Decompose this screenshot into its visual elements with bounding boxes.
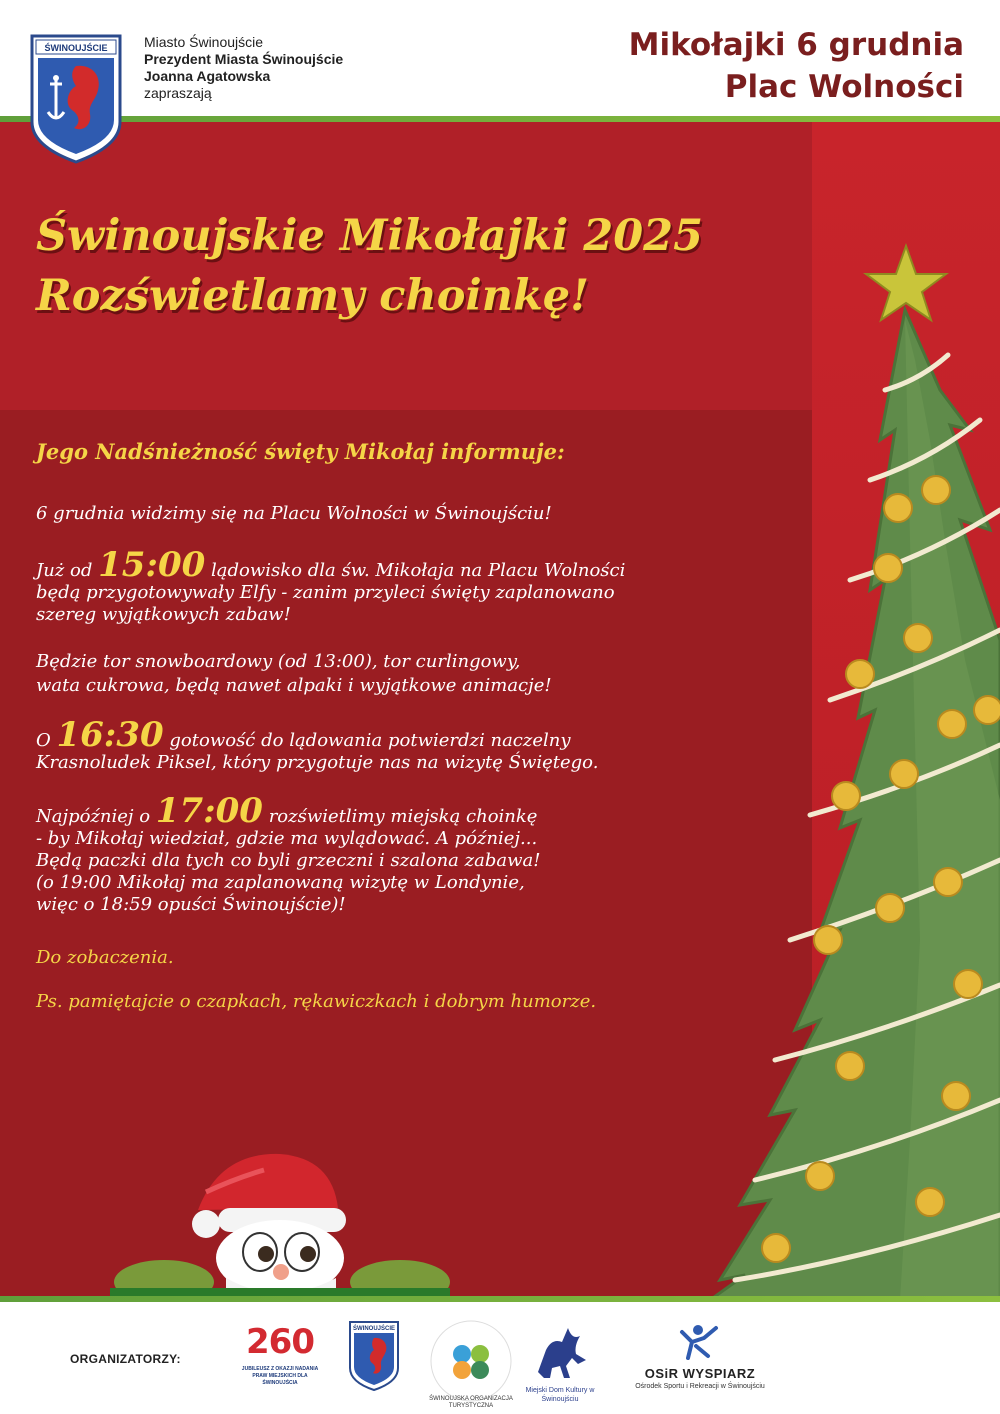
event-date: Mikołajki 6 grudnia: [628, 27, 964, 63]
p3-line2: wata cukrowa, będą nawet alpaki i wyjątkowe animacje!: [36, 675, 552, 696]
logo-mdk: [510, 1320, 610, 1404]
logo-osir-name: OSiR WYSPIARZ: [644, 1366, 756, 1381]
p4-rest2: Krasnoludek Piksel, który przygotuje nas na wizytę Świętego.: [36, 752, 599, 773]
organizers-label: ORGANIZATORZY:: [70, 1352, 181, 1366]
paragraph-date: 6 grudnia widzimy się na Placu Wolności w Świnoujściu!: [36, 503, 552, 524]
p2-rest3: szereg wyjątkowych zabaw!: [36, 604, 291, 625]
logo-sot-text: ŚWINOUJSKA ORGANIZACJA TURYSTYCZNA: [429, 1396, 513, 1409]
p5-rest2: - by Mikołaj wiedział, gdzie ma wylądować. A później...: [36, 828, 538, 849]
logo-260-anniversary: [240, 1322, 320, 1406]
logo-260-caption: JUBILEUSZ Z OKAZJI NADANIA PRAW MIEJSKICH DLA ŚWINOUJŚCIA: [241, 1366, 319, 1386]
p4-rest1: gotowość do lądowania potwierdzi naczelny: [163, 730, 571, 751]
ps-text: Ps. pamiętajcie o czapkach, rękawiczkach i dobrym humorze.: [36, 991, 597, 1012]
svg-text:ŚWINOUJŚCIE: ŚWINOUJŚCIE: [44, 43, 108, 53]
inviter-office: Prezydent Miasta Świnoujście: [144, 51, 344, 67]
lead-heading: Jego Nadśnieżność święty Mikołaj informuje:: [36, 439, 565, 464]
paragraph-1630: [36, 715, 676, 774]
event-date-place: [629, 24, 964, 108]
time-1700: 17:00: [155, 791, 263, 831]
p2-rest1: lądowisko dla św. Mikołaja na Placu Wolności: [205, 560, 626, 581]
paragraph-1700: [36, 791, 676, 916]
p4-pre: O: [36, 730, 57, 751]
city-crest-icon: [28, 34, 124, 164]
christmas-tree-illustration: [700, 240, 1000, 1300]
paragraph-1500: [36, 545, 676, 626]
athlete-icon: [630, 1322, 770, 1362]
p5-rest5: więc o 18:59 opuści Świnoujście)!: [36, 894, 346, 915]
inviter-name: Joanna Agatowska: [144, 68, 271, 84]
inviter-invite: zapraszają: [144, 85, 212, 101]
poster-title: [36, 206, 703, 326]
logo-osir-caption: Ośrodek Sportu i Rekreacji w Świnoujściu: [635, 1383, 765, 1390]
p5-rest4: (o 19:00 Mikołaj ma zaplanowaną wizytę w Londynie,: [36, 872, 525, 893]
city-crest-logo-icon: [348, 1320, 400, 1392]
paragraph-attractions: [36, 650, 676, 698]
p2-rest2: będą przygotowywały Elfy - zanim przyleci święty zaplanowano: [36, 582, 615, 603]
announcement-text: [36, 440, 676, 1014]
p5-rest1: rozświetlimy miejską choinkę: [262, 806, 538, 827]
p3-line1: Będzie tor snowboardowy (od 13:00), tor curlingowy,: [36, 651, 521, 672]
p5-pre: Najpóźniej o: [36, 806, 156, 827]
pegasus-icon: [510, 1320, 610, 1382]
logo-tourist-organization: [428, 1318, 514, 1409]
closing-text: Do zobaczenia.: [36, 947, 174, 968]
logo-260-number: 260: [246, 1322, 314, 1362]
p2-pre: Już od: [36, 560, 99, 581]
logo-mdk-caption: Miejski Dom Kultury w Świnoujściu: [525, 1387, 595, 1403]
title-line-1: Świnoujskie Mikołajki 2025: [36, 211, 703, 261]
clover-icon: [428, 1318, 514, 1404]
time-1630: 16:30: [56, 715, 164, 755]
p5-rest3: Będą paczki dla tych co byli grzeczni i szalona zabawa!: [36, 850, 541, 871]
logo-osir: [630, 1322, 770, 1404]
title-line-2: Rozświetlamy choinkę!: [36, 271, 590, 321]
inviters: [144, 34, 343, 102]
time-1500: 15:00: [98, 545, 206, 585]
logo-crest-label: ŚWINOUJŚCIE: [352, 1326, 396, 1332]
santa-illustration: [110, 1148, 450, 1300]
inviter-city: Miasto Świnoujście: [144, 34, 264, 50]
event-place: Plac Wolności: [724, 69, 964, 105]
